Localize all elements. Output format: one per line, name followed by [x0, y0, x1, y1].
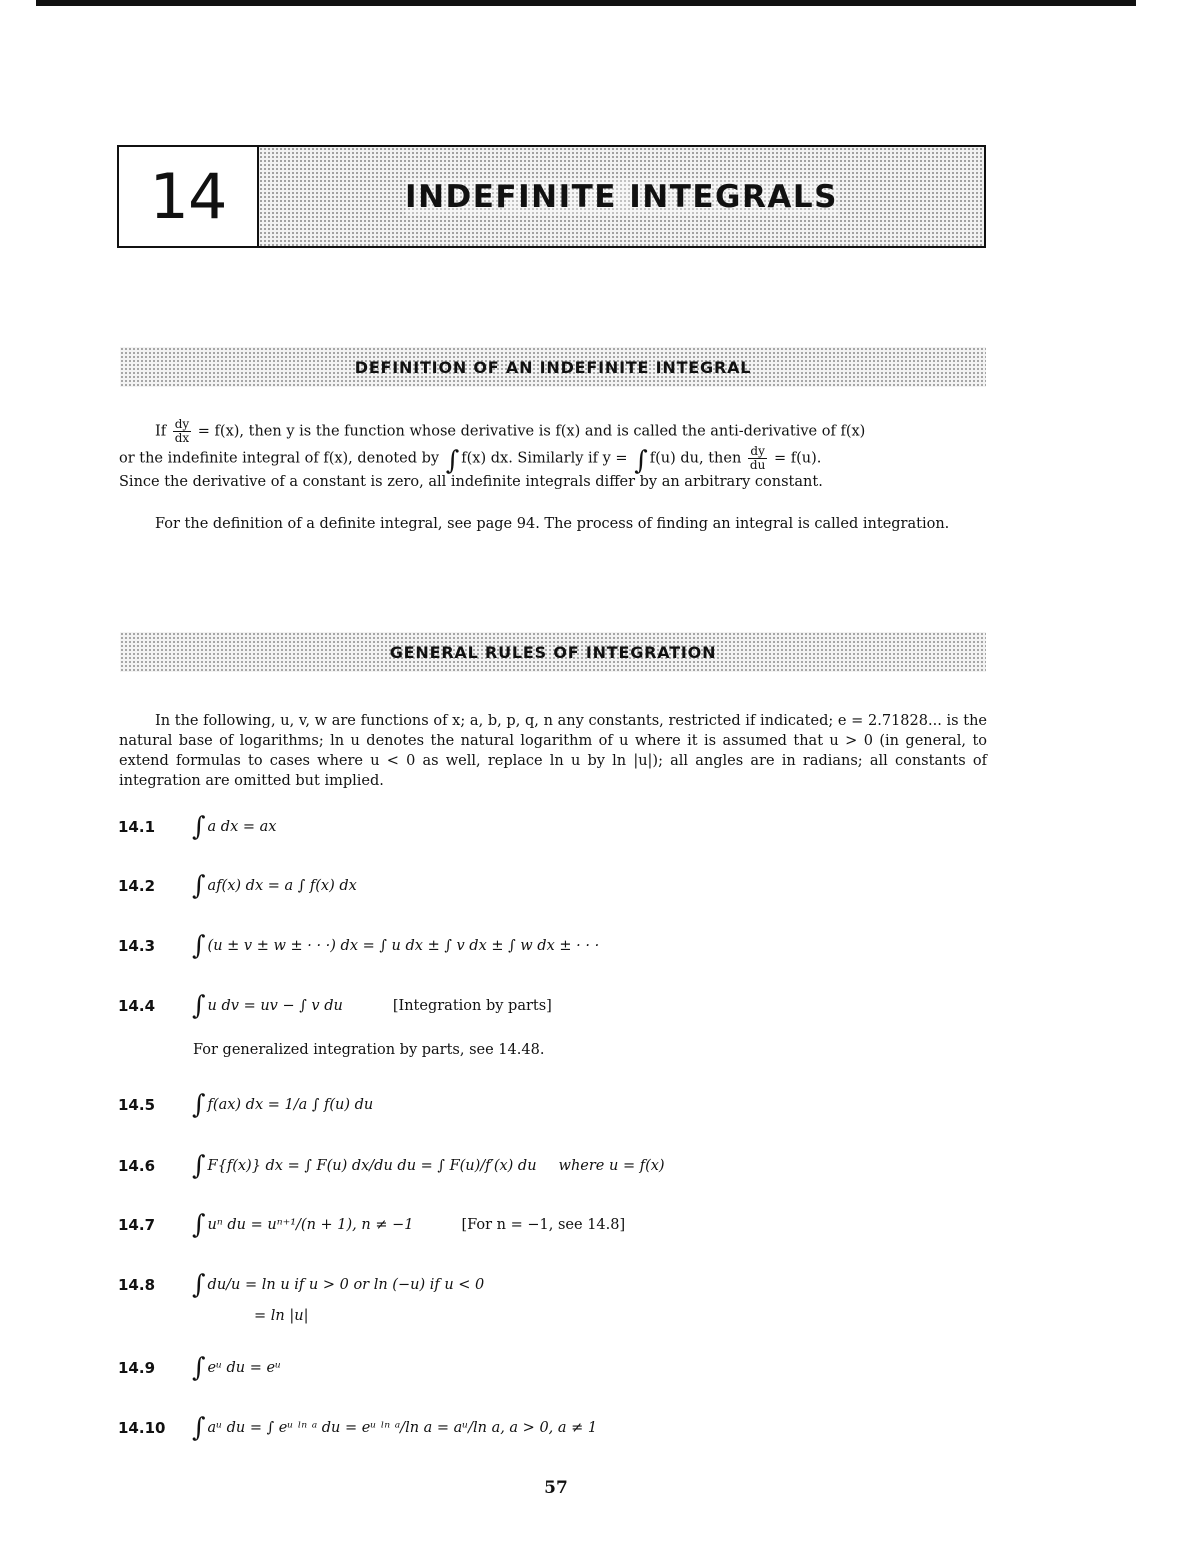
formula-14-2 [118, 866, 357, 906]
formula-text: F{f(x)} dx = ∫ F(u) dx/du du = ∫ F(u)/f′(x) du [207, 1158, 537, 1174]
formula-expression [190, 1210, 626, 1240]
formula-note: [For n = −1, see 14.8] [461, 1217, 626, 1233]
formula-expression [190, 1090, 374, 1120]
formula-number: 14.3 [118, 937, 156, 955]
text-run: f(x) dx. Similarly if y = [461, 450, 633, 467]
fraction-numerator: dy [748, 445, 767, 459]
formula-text: a dx = ax [207, 819, 277, 835]
formula-expression [190, 991, 552, 1021]
integral-sign-icon: ∫ [192, 931, 206, 961]
parts-note: For generalized integration by parts, see 14.48. [193, 1042, 545, 1058]
formula-expression [190, 812, 277, 842]
fraction [173, 418, 191, 445]
section-title: DEFINITION OF AN INDEFINITE INTEGRAL [354, 357, 752, 377]
formula-expression [190, 1270, 485, 1300]
chapter-title-panel [259, 147, 984, 246]
rules-intro-paragraph: In the following, u, v, w are functions of x; a, b, p, q, n any constants, restricted if indicated; e = 2.71828... is the natural base of logarithms; ln u denotes the natural logarithm of u where it is assumed that u > 0 (in general, to extend formulas to cases where u < 0 as well, replace ln u by ln |u|); all angles are in radians; all constants of integration are omitted but implied. [119, 713, 987, 789]
formula-14-8 [118, 1265, 484, 1305]
formula-text: aᵘ du = ∫ eᵘ ˡⁿ ᵃ du = eᵘ ˡⁿ ᵃ/ln a = aᵘ/ln a, a > 0, a ≠ 1 [207, 1420, 598, 1436]
formula-text: af(x) dx = a ∫ f(x) dx [207, 878, 357, 894]
integral-sign-icon: ∫ [192, 1270, 206, 1300]
fraction-numerator: dy [174, 417, 190, 431]
page-number: 57 [544, 1478, 568, 1498]
formula-14-3 [118, 926, 599, 966]
top-rule [36, 0, 1136, 6]
text-run: If [155, 423, 171, 440]
formula-text: u dv = uv − ∫ v du [207, 998, 343, 1014]
integral-sign-icon: ∫ [192, 1090, 206, 1120]
chapter-banner [117, 145, 986, 248]
chapter-title: INDEFINITE INTEGRALS [405, 178, 838, 215]
definition-paragraph [119, 418, 987, 492]
formula-text: du/u = ln u if u > 0 or ln (−u) if u < 0 [207, 1277, 485, 1293]
integral-sign-icon: ∫ [192, 871, 206, 901]
text-run: Since the derivative of a constant is zero, all indefinite integrals differ by an arbitrary constant. [119, 474, 823, 490]
integral-sign-icon: ∫ [192, 1210, 206, 1240]
formula-note: [Integration by parts] [392, 998, 552, 1014]
formula-number: 14.4 [118, 997, 156, 1015]
formula-number: 14.5 [118, 1096, 156, 1114]
chapter-number: 14 [119, 147, 259, 246]
integral-sign-icon: ∫ [192, 812, 206, 842]
fraction-denominator: dx [174, 431, 190, 445]
formula-expression [190, 1353, 281, 1383]
formula-note: where u = f(x) [558, 1158, 665, 1174]
formula-text: (u ± v ± w ± · · ·) dx = ∫ u dx ± ∫ v dx ± ∫ w dx ± · · · [207, 938, 600, 954]
formula-expression [190, 871, 357, 901]
formula-14-9 [118, 1348, 281, 1388]
formula-expression [190, 1151, 665, 1181]
formula-14-6 [118, 1146, 665, 1186]
formula-number: 14.6 [118, 1157, 156, 1175]
definite-integral-paragraph: For the definition of a definite integral, see page 94. The process of finding an integral is called integration. [155, 516, 950, 532]
formula-number: 14.8 [118, 1276, 156, 1294]
integral-sign-icon: ∫ [445, 445, 460, 476]
text-run: = f(x), then y is the function whose derivative is f(x) and is called the anti-derivative of f(x) [193, 423, 866, 440]
formula-14-1 [118, 807, 276, 847]
fraction [748, 445, 767, 472]
section-title: GENERAL RULES OF INTEGRATION [389, 642, 717, 662]
formula-number: 14.1 [118, 818, 156, 836]
formula-number: 14.9 [118, 1359, 156, 1377]
formula-14-4 [118, 986, 552, 1026]
section-header-definition [120, 347, 986, 387]
formula-text: f(ax) dx = 1/a ∫ f(u) du [207, 1097, 374, 1113]
integral-sign-icon: ∫ [192, 1413, 206, 1443]
text-run: or the indefinite integral of f(x), denoted by [119, 450, 444, 467]
formula-expression [190, 1413, 598, 1443]
text-run: f(u) du, then [649, 450, 746, 467]
formula-14-10 [118, 1408, 597, 1448]
formula-expression [190, 931, 600, 961]
integral-sign-icon: ∫ [634, 445, 648, 476]
fraction-denominator: du [749, 458, 766, 472]
formula-number: 14.2 [118, 877, 156, 895]
formula-number: 14.10 [118, 1419, 166, 1437]
integral-sign-icon: ∫ [192, 1151, 206, 1181]
formula-text: uⁿ du = uⁿ⁺¹/(n + 1), n ≠ −1 [207, 1217, 414, 1233]
integral-sign-icon: ∫ [192, 1353, 206, 1383]
formula-text: eᵘ du = eᵘ [207, 1360, 281, 1376]
formula-14-5 [118, 1085, 373, 1125]
formula-14-7 [118, 1205, 625, 1245]
text-run: = f(u). [769, 450, 822, 467]
integral-sign-icon: ∫ [192, 991, 206, 1021]
formula-14-8-line2: = ln |u| [254, 1308, 309, 1324]
section-header-rules [120, 632, 986, 672]
formula-number: 14.7 [118, 1216, 156, 1234]
